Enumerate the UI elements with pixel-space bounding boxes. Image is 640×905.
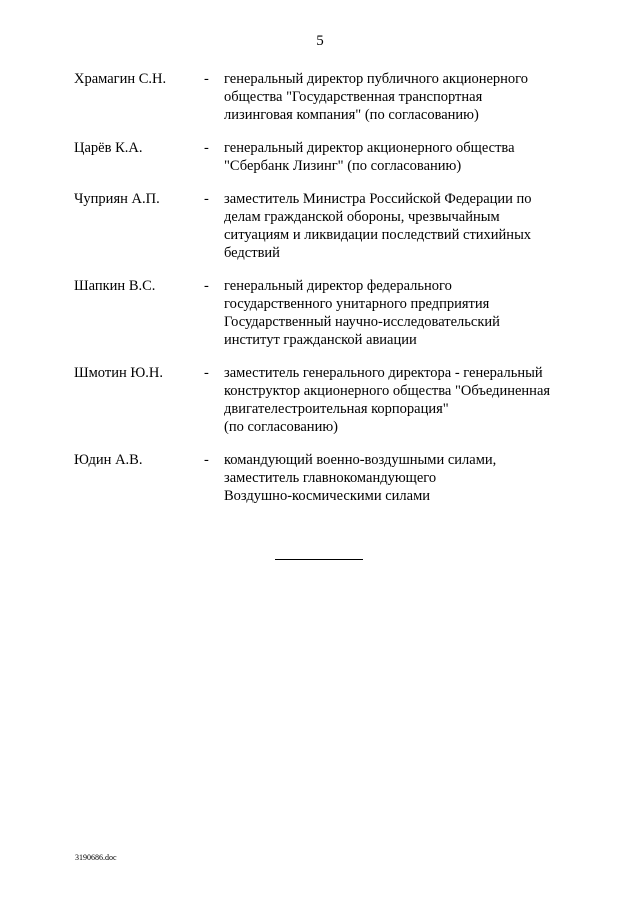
separator-dash: - xyxy=(204,365,209,381)
member-name: Царёв К.А. xyxy=(74,140,143,156)
position-line: двигателестроительная корпорация" xyxy=(224,401,449,417)
member-entry xyxy=(74,139,574,175)
member-position xyxy=(224,364,574,436)
position-line: институт гражданской авиации xyxy=(224,332,417,348)
member-name: Чуприян А.П. xyxy=(74,191,160,207)
position-line: командующий военно-воздушными силами, xyxy=(224,452,497,468)
member-entry xyxy=(74,451,574,505)
position-line: делам гражданской обороны, чрезвычайным xyxy=(224,209,500,225)
position-line: "Сбербанк Лизинг" (по согласованию) xyxy=(224,158,462,174)
member-name: Юдин А.В. xyxy=(74,452,143,468)
member-name: Шапкин В.С. xyxy=(74,278,156,294)
member-entry xyxy=(74,190,574,262)
position-line: генеральный директор акционерного общества xyxy=(224,140,515,156)
page-number: 5 xyxy=(316,33,324,49)
closing-divider xyxy=(275,559,363,560)
position-line: ситуациям и ликвидации последствий стихийных xyxy=(224,227,532,243)
separator-dash: - xyxy=(204,71,209,87)
members-list xyxy=(74,70,574,505)
member-entry xyxy=(74,70,574,124)
member-name: Шмотин Ю.Н. xyxy=(74,365,163,381)
separator-dash: - xyxy=(204,191,209,207)
member-entry xyxy=(74,277,574,349)
member-name: Храмагин С.Н. xyxy=(74,71,167,87)
position-line: конструктор акционерного общества "Объединенная xyxy=(224,383,551,399)
position-line: лизинговая компания" (по согласованию) xyxy=(224,107,479,123)
position-line: генеральный директор федерального xyxy=(224,278,452,294)
position-line: общества "Государственная транспортная xyxy=(224,89,483,105)
member-position xyxy=(224,277,574,349)
position-line: Воздушно-космическими силами xyxy=(224,488,431,504)
position-line: бедствий xyxy=(224,245,280,261)
position-line: генеральный директор публичного акционерного xyxy=(224,71,529,87)
separator-dash: - xyxy=(204,452,209,468)
separator-dash: - xyxy=(204,278,209,294)
position-line: заместитель генерального директора - генеральный xyxy=(224,365,543,381)
member-position xyxy=(224,139,574,175)
member-position xyxy=(224,70,574,124)
member-entry xyxy=(74,364,574,436)
document-file-id: 3190686.doc xyxy=(75,853,117,862)
position-line: заместитель Министра Российской Федерации по xyxy=(224,191,532,207)
separator-dash: - xyxy=(204,140,209,156)
position-line: Государственный научно-исследовательский xyxy=(224,314,500,330)
position-line: (по согласованию) xyxy=(224,419,338,435)
member-position xyxy=(224,451,574,505)
member-position xyxy=(224,190,574,262)
position-line: заместитель главнокомандующего xyxy=(224,470,437,486)
position-line: государственного унитарного предприятия xyxy=(224,296,490,312)
